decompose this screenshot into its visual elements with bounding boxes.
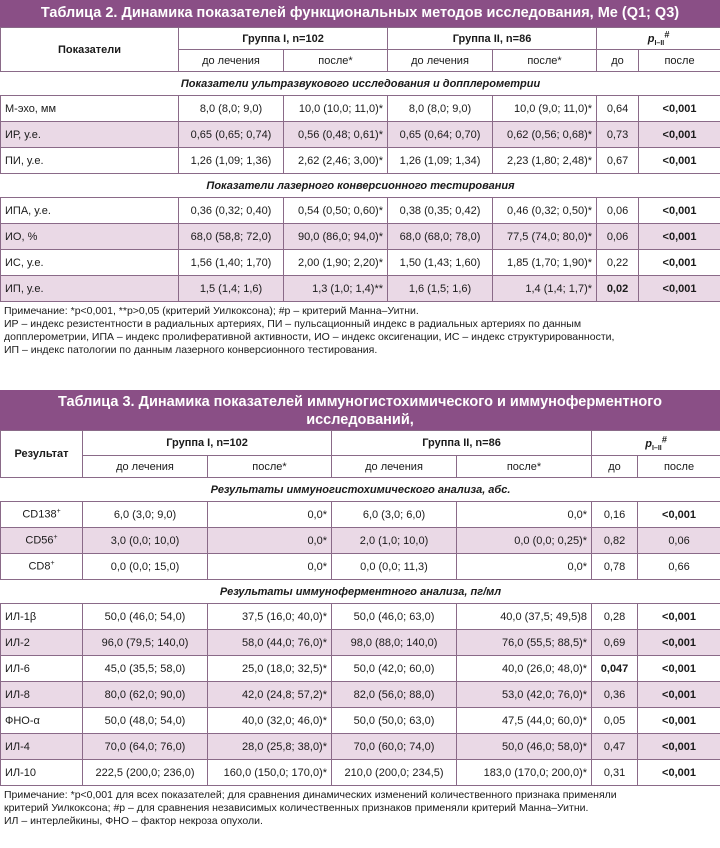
param-header: Показатели bbox=[1, 28, 179, 72]
group1-header: Группа I, n=102 bbox=[179, 28, 388, 50]
g2-before-header: до лечения bbox=[332, 456, 457, 478]
g1-after-header: после* bbox=[208, 456, 332, 478]
p-after-cell: 0,66 bbox=[638, 554, 720, 580]
note-line: ИП – индекс патологии по данным лазерного конверсионного тестирования. bbox=[4, 344, 378, 356]
row-label-text: ИЛ-4 bbox=[5, 740, 30, 753]
g1-before-cell: 50,0 (48,0; 54,0) bbox=[83, 708, 208, 734]
row-label-text: ИПА, у.е. bbox=[5, 204, 51, 217]
g1-after-cell: 0,0* bbox=[208, 554, 332, 580]
p-before-cell: 0,73 bbox=[597, 122, 639, 148]
p-before-cell: 0,02 bbox=[597, 276, 639, 302]
row-label bbox=[1, 148, 179, 174]
g1-before-cell: 3,0 (0,0; 10,0) bbox=[83, 528, 208, 554]
table-2-title: Таблица 2. Динамика показателей функциональных методов исследования, Ме (Q1; Q3) bbox=[0, 0, 720, 27]
g2-before-cell: 1,50 (1,43; 1,60) bbox=[388, 250, 493, 276]
g2-after-cell: 0,62 (0,56; 0,68)* bbox=[493, 122, 597, 148]
section-title: Результаты иммуногистохимического анализа, абс. bbox=[1, 478, 720, 502]
p-after-cell: <0,001 bbox=[638, 604, 720, 630]
note-line: ИЛ – интерлейкины, ФНО – фактор некроза опухоли. bbox=[4, 815, 263, 827]
p-before-cell: 0,47 bbox=[592, 734, 638, 760]
note-line: Примечание: *p<0,001 для всех показателей; для сравнения динамических изменений количественного признака применяли bbox=[4, 789, 617, 801]
p-after-cell: <0,001 bbox=[639, 198, 720, 224]
g2-after-cell: 47,5 (44,0; 60,0)* bbox=[457, 708, 592, 734]
g1-after-cell: 58,0 (44,0; 76,0)* bbox=[208, 630, 332, 656]
g2-after-header: после* bbox=[493, 50, 597, 72]
row-label-text: CD56 bbox=[25, 534, 54, 547]
g2-before-cell: 70,0 (60,0; 74,0) bbox=[332, 734, 457, 760]
p-header: $p_{I-II}^{\#}$ bbox=[597, 28, 720, 50]
g2-after-cell: 183,0 (170,0; 200,0)* bbox=[457, 760, 592, 786]
row-label-text: ИР, у.е. bbox=[5, 128, 41, 141]
g2-after-cell: 50,0 (46,0; 58,0)* bbox=[457, 734, 592, 760]
p-before-header: до bbox=[597, 50, 639, 72]
g2-before-cell: 82,0 (56,0; 88,0) bbox=[332, 682, 457, 708]
g2-before-cell: 2,0 (1,0; 10,0) bbox=[332, 528, 457, 554]
row-label bbox=[1, 250, 179, 276]
section-title: Показатели ультразвукового исследования и допплерометрии bbox=[1, 72, 720, 96]
p-after-cell: <0,001 bbox=[639, 276, 720, 302]
table-row bbox=[1, 708, 720, 734]
g2-after-cell: 40,0 (37,5; 49,5)8 bbox=[457, 604, 592, 630]
row-label bbox=[1, 734, 83, 760]
g1-before-cell: 8,0 (8,0; 9,0) bbox=[179, 96, 284, 122]
g1-after-cell: 2,00 (1,90; 2,20)* bbox=[284, 250, 388, 276]
g1-after-cell: 40,0 (32,0; 46,0)* bbox=[208, 708, 332, 734]
g2-before-cell: 50,0 (50,0; 63,0) bbox=[332, 708, 457, 734]
row-label bbox=[1, 604, 83, 630]
g1-after-cell: 0,54 (0,50; 0,60)* bbox=[284, 198, 388, 224]
table-row bbox=[1, 122, 720, 148]
row-label bbox=[1, 502, 83, 528]
row-label-text: ИО, % bbox=[5, 230, 38, 243]
p-after-header: после bbox=[638, 456, 720, 478]
p-after-cell: <0,001 bbox=[639, 224, 720, 250]
g1-after-cell: 1,3 (1,0; 1,4)** bbox=[284, 276, 388, 302]
row-label-text: ФНО-α bbox=[5, 714, 40, 727]
p-before-cell: 0,78 bbox=[592, 554, 638, 580]
result-header: Результат bbox=[1, 431, 83, 478]
g1-after-cell: 160,0 (150,0; 170,0)* bbox=[208, 760, 332, 786]
row-label-sup: + bbox=[50, 560, 55, 568]
table-2 bbox=[0, 0, 720, 357]
row-label-text: М-эхо, мм bbox=[5, 102, 57, 115]
g1-before-header: до лечения bbox=[83, 456, 208, 478]
table-row bbox=[1, 682, 720, 708]
p-before-cell: 0,69 bbox=[592, 630, 638, 656]
g2-after-cell: 0,46 (0,32; 0,50)* bbox=[493, 198, 597, 224]
g2-after-cell: 77,5 (74,0; 80,0)* bbox=[493, 224, 597, 250]
table-row bbox=[1, 276, 720, 302]
row-label bbox=[1, 760, 83, 786]
row-label-text: ИС, у.е. bbox=[5, 256, 44, 269]
p-before-cell: 0,67 bbox=[597, 148, 639, 174]
table-row bbox=[1, 760, 720, 786]
p-before-cell: 0,82 bbox=[592, 528, 638, 554]
g1-before-cell: 70,0 (64,0; 76,0) bbox=[83, 734, 208, 760]
g2-before-cell: 0,0 (0,0; 11,3) bbox=[332, 554, 457, 580]
section-row bbox=[1, 72, 720, 96]
p-before-cell: 0,36 bbox=[592, 682, 638, 708]
g2-after-cell: 76,0 (55,5; 88,5)* bbox=[457, 630, 592, 656]
g1-before-cell: 1,5 (1,4; 1,6) bbox=[179, 276, 284, 302]
g2-before-cell: 6,0 (3,0; 6,0) bbox=[332, 502, 457, 528]
section-row bbox=[1, 174, 720, 198]
row-label-text: CD138 bbox=[22, 508, 57, 521]
p-before-cell: 0,047 bbox=[592, 656, 638, 682]
row-label-sup: + bbox=[56, 508, 61, 516]
g1-before-cell: 0,36 (0,32; 0,40) bbox=[179, 198, 284, 224]
row-label bbox=[1, 198, 179, 224]
p-before-header: до bbox=[592, 456, 638, 478]
p-after-cell: <0,001 bbox=[638, 630, 720, 656]
group1-header: Группа I, n=102 bbox=[83, 431, 332, 456]
g2-after-header: после* bbox=[457, 456, 592, 478]
section-title: Результаты иммуноферментного анализа, пг/мл bbox=[1, 580, 720, 604]
g2-after-cell: 40,0 (26,0; 48,0)* bbox=[457, 656, 592, 682]
table-3 bbox=[0, 390, 720, 828]
g1-before-header: до лечения bbox=[179, 50, 284, 72]
note-line: ИР – индекс резистентности в радиальных артериях, ПИ – пульсационный индекс в радиальных артериях по данным bbox=[4, 318, 582, 330]
g1-after-cell: 42,0 (24,8; 57,2)* bbox=[208, 682, 332, 708]
row-label bbox=[1, 276, 179, 302]
p-after-cell: <0,001 bbox=[639, 96, 720, 122]
p-before-cell: 0,16 bbox=[592, 502, 638, 528]
p-before-cell: 0,06 bbox=[597, 224, 639, 250]
row-label bbox=[1, 96, 179, 122]
g1-after-cell: 0,0* bbox=[208, 528, 332, 554]
g1-before-cell: 50,0 (46,0; 54,0) bbox=[83, 604, 208, 630]
g2-before-header: до лечения bbox=[388, 50, 493, 72]
note-line: Примечание: *p<0,001, **p>0,05 (критерий Уилкоксона); #p – критерий Манна–Уитни. bbox=[4, 305, 419, 317]
title-line: Таблица 3. Динамика показателей иммуногистохимического и иммуноферментного исследований, bbox=[58, 394, 662, 428]
row-label bbox=[1, 708, 83, 734]
row-label-text: CD8 bbox=[28, 560, 51, 573]
g1-after-cell: 0,0* bbox=[208, 502, 332, 528]
g2-after-cell: 0,0* bbox=[457, 502, 592, 528]
table-3-note bbox=[0, 786, 720, 828]
row-label-text: ИЛ-2 bbox=[5, 636, 30, 649]
p-after-cell: <0,001 bbox=[638, 682, 720, 708]
group2-header: Группа II, n=86 bbox=[332, 431, 592, 456]
p-before-cell: 0,22 bbox=[597, 250, 639, 276]
p-after-cell: <0,001 bbox=[638, 708, 720, 734]
p-header: $p_{I-II}^{\#}$ bbox=[592, 431, 720, 456]
row-label bbox=[1, 554, 83, 580]
g1-before-cell: 80,0 (62,0; 90,0) bbox=[83, 682, 208, 708]
p-before-cell: 0,64 bbox=[597, 96, 639, 122]
note-line: допплерометрии, ИПА – индекс пролиферативной активности, ИО – индекс оксигенации, ИС – индекс структурированности, bbox=[4, 331, 615, 343]
g1-after-cell: 10,0 (10,0; 11,0)* bbox=[284, 96, 388, 122]
row-label-sup: + bbox=[53, 534, 58, 542]
g2-before-cell: 50,0 (42,0; 60,0) bbox=[332, 656, 457, 682]
g1-before-cell: 96,0 (79,5; 140,0) bbox=[83, 630, 208, 656]
p-before-cell: 0,28 bbox=[592, 604, 638, 630]
p-after-cell: <0,001 bbox=[639, 122, 720, 148]
g1-before-cell: 1,26 (1,09; 1,36) bbox=[179, 148, 284, 174]
g1-before-cell: 1,56 (1,40; 1,70) bbox=[179, 250, 284, 276]
table-row bbox=[1, 198, 720, 224]
row-label bbox=[1, 528, 83, 554]
p-after-header: после bbox=[639, 50, 720, 72]
table-row bbox=[1, 148, 720, 174]
row-label bbox=[1, 682, 83, 708]
row-label-text: ПИ, у.е. bbox=[5, 154, 44, 167]
table-row bbox=[1, 224, 720, 250]
table-row bbox=[1, 734, 720, 760]
table-row bbox=[1, 502, 720, 528]
section-row bbox=[1, 580, 720, 604]
g1-before-cell: 6,0 (3,0; 9,0) bbox=[83, 502, 208, 528]
table-3-grid bbox=[0, 430, 720, 786]
g2-before-cell: 1,26 (1,09; 1,34) bbox=[388, 148, 493, 174]
g1-before-cell: 45,0 (35,5; 58,0) bbox=[83, 656, 208, 682]
g1-after-cell: 2,62 (2,46; 3,00)* bbox=[284, 148, 388, 174]
g1-after-cell: 37,5 (16,0; 40,0)* bbox=[208, 604, 332, 630]
p-before-cell: 0,05 bbox=[592, 708, 638, 734]
g2-before-cell: 8,0 (8,0; 9,0) bbox=[388, 96, 493, 122]
g2-before-cell: 0,65 (0,64; 0,70) bbox=[388, 122, 493, 148]
g2-after-cell: 1,85 (1,70; 1,90)* bbox=[493, 250, 597, 276]
row-label bbox=[1, 224, 179, 250]
g1-after-cell: 25,0 (18,0; 32,5)* bbox=[208, 656, 332, 682]
table-row bbox=[1, 528, 720, 554]
table-row bbox=[1, 250, 720, 276]
table-row bbox=[1, 656, 720, 682]
g1-before-cell: 0,65 (0,65; 0,74) bbox=[179, 122, 284, 148]
g2-after-cell: 0,0 (0,0; 0,25)* bbox=[457, 528, 592, 554]
row-label-text: ИЛ-6 bbox=[5, 662, 30, 675]
p-after-cell: <0,001 bbox=[639, 250, 720, 276]
table-2-grid bbox=[0, 27, 720, 302]
p-after-cell: <0,001 bbox=[638, 502, 720, 528]
row-label-text: ИП, у.е. bbox=[5, 282, 44, 295]
row-label bbox=[1, 656, 83, 682]
g2-after-cell: 53,0 (42,0; 76,0)* bbox=[457, 682, 592, 708]
g2-before-cell: 98,0 (88,0; 140,0) bbox=[332, 630, 457, 656]
row-label-text: ИЛ-1β bbox=[5, 610, 37, 623]
group2-header: Группа II, n=86 bbox=[388, 28, 597, 50]
note-line: критерий Уилкоксона; #p – для сравнения независимых количественных признаков применяли критерий Манна–Уитни. bbox=[4, 802, 589, 814]
p-after-cell: 0,06 bbox=[638, 528, 720, 554]
section-row bbox=[1, 478, 720, 502]
p-after-cell: <0,001 bbox=[638, 760, 720, 786]
g1-after-cell: 90,0 (86,0; 94,0)* bbox=[284, 224, 388, 250]
p-after-cell: <0,001 bbox=[639, 148, 720, 174]
g2-after-cell: 2,23 (1,80; 2,48)* bbox=[493, 148, 597, 174]
row-label-text: ИЛ-8 bbox=[5, 688, 30, 701]
p-before-cell: 0,06 bbox=[597, 198, 639, 224]
g1-after-cell: 0,56 (0,48; 0,61)* bbox=[284, 122, 388, 148]
p-after-cell: <0,001 bbox=[638, 656, 720, 682]
g1-before-cell: 68,0 (58,8; 72,0) bbox=[179, 224, 284, 250]
row-label-text: ИЛ-10 bbox=[5, 766, 37, 779]
section-title: Показатели лазерного конверсионного тестирования bbox=[1, 174, 720, 198]
row-label bbox=[1, 630, 83, 656]
g1-after-header: после* bbox=[284, 50, 388, 72]
g1-before-cell: 0,0 (0,0; 15,0) bbox=[83, 554, 208, 580]
table-2-note bbox=[0, 302, 720, 357]
g2-after-cell: 0,0* bbox=[457, 554, 592, 580]
row-label bbox=[1, 122, 179, 148]
g1-before-cell: 222,5 (200,0; 236,0) bbox=[83, 760, 208, 786]
g2-after-cell: 1,4 (1,4; 1,7)* bbox=[493, 276, 597, 302]
g1-after-cell: 28,0 (25,8; 38,0)* bbox=[208, 734, 332, 760]
table-row bbox=[1, 554, 720, 580]
table-row bbox=[1, 630, 720, 656]
table-row bbox=[1, 96, 720, 122]
g2-before-cell: 0,38 (0,35; 0,42) bbox=[388, 198, 493, 224]
g2-before-cell: 68,0 (68,0; 78,0) bbox=[388, 224, 493, 250]
g2-after-cell: 10,0 (9,0; 11,0)* bbox=[493, 96, 597, 122]
table-row bbox=[1, 604, 720, 630]
g2-before-cell: 210,0 (200,0; 234,5) bbox=[332, 760, 457, 786]
g2-before-cell: 50,0 (46,0; 63,0) bbox=[332, 604, 457, 630]
p-before-cell: 0,31 bbox=[592, 760, 638, 786]
g2-before-cell: 1,6 (1,5; 1,6) bbox=[388, 276, 493, 302]
title-line: Ме (Q1; Q3) bbox=[319, 430, 401, 446]
p-after-cell: <0,001 bbox=[638, 734, 720, 760]
